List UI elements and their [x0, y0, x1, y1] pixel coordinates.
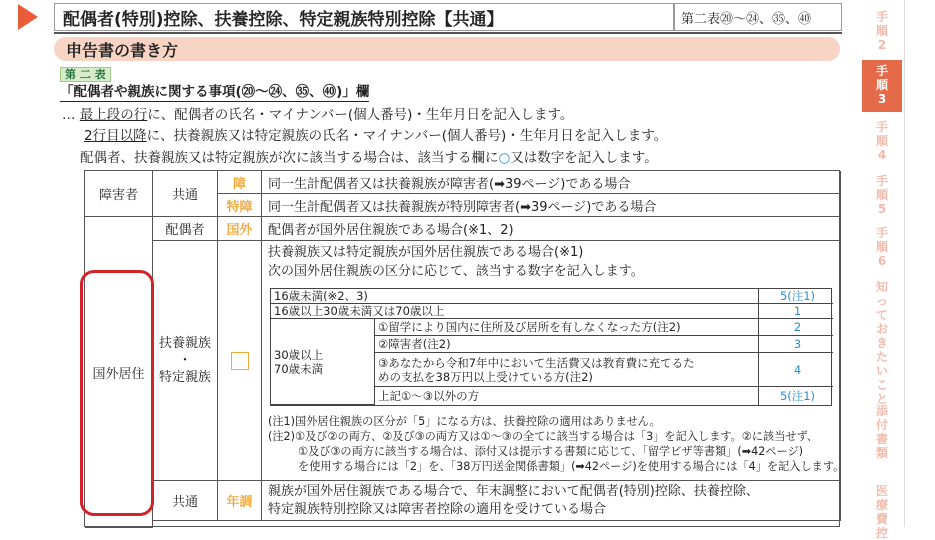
- side-tab-bar: [862, 0, 902, 540]
- side-tab-char: 添: [875, 404, 888, 418]
- residence-class-table: [270, 288, 832, 406]
- side-tab-char: お: [875, 322, 888, 336]
- sub-disabled-common: 共通: [153, 171, 218, 217]
- side-tab-char: 手: [875, 120, 888, 134]
- age-row-value: 5(注1): [779, 389, 816, 403]
- dependents-desc-line-2: 次の国外居住親族の区分に応じて、該当する数字を記入します。: [268, 264, 644, 279]
- intro-line-3: 配偶者、扶養親族又は特定親族が次に該当する場合は、該当する欄に○又は数字を記入します。: [80, 150, 658, 166]
- side-tab-char: 順: [875, 24, 888, 38]
- section-banner: [54, 37, 840, 61]
- side-tab-char: て: [875, 308, 888, 322]
- category-disabled: 障害者: [85, 171, 153, 217]
- side-tab-char: き: [875, 336, 888, 350]
- sub-abroad-spouse: 配偶者: [153, 217, 218, 241]
- dependents-desc-line-1: 扶養親族又は特定親族が国外居住親族である場合(※1): [268, 245, 584, 260]
- side-tab-char: 書: [875, 432, 888, 446]
- mark-year-end: 年調: [226, 495, 253, 510]
- form-reference: 第二表⑳〜㉔、㉟、㊵: [681, 11, 812, 27]
- form-badge: 第 二 表: [60, 67, 111, 82]
- class-row-value: 5(注1): [759, 289, 833, 304]
- mark-special-disabled-cell: [218, 194, 262, 217]
- sub-abroad-common: 共通: [153, 481, 218, 521]
- side-tab-char: い: [875, 364, 888, 378]
- side-divider: [904, 0, 905, 527]
- note-2-line-2: ①及び③の両方に該当する場合は、添付又は提示する書類に応じて、「留学ビザ等書類」(➡42ページ): [298, 445, 804, 458]
- note-2-line-3: を使用する場合には「2」を、「38万円送金関係書類」(➡42ページ)を使用する場合には「4」を記入します。: [298, 460, 845, 473]
- side-tab-char: っ: [875, 294, 888, 308]
- age-row-value: 4: [759, 353, 833, 387]
- class-row-label: 16歳未満(※2、3): [271, 289, 759, 304]
- sub-abroad-dependents: 扶養親族 ・ 特定親族: [153, 241, 218, 481]
- header-ref-box: [674, 3, 842, 31]
- side-tab[interactable]: [862, 480, 902, 540]
- side-tab-char: 費: [875, 512, 888, 526]
- age-group-cell: 30歳以上 70歳未満: [271, 319, 375, 405]
- desc-abroad-dependents: [262, 241, 845, 481]
- intro-line-1-underline: 最上段の行: [79, 107, 148, 123]
- side-tab-char: 順: [875, 134, 888, 148]
- header-title-box: [54, 3, 674, 31]
- note-2-line-1: (注2)①及び②の両方、②及び③の両方又は①〜③の全てに該当する場合は「3」を記入します。②に該当せず、: [268, 430, 819, 443]
- age-row-label: 上記①〜③以外の方: [375, 387, 759, 405]
- deduction-table: [84, 170, 845, 527]
- class-row-label: 16歳以上30歳未満又は70歳以上: [271, 304, 759, 319]
- highlight-oval: [80, 270, 154, 516]
- side-tab-char: 付: [875, 418, 888, 432]
- age-row-label: ②障害者(注2): [375, 336, 759, 353]
- age-row-label: ①留学により国内に住所及び居所を有しなくなった方(注2): [375, 319, 759, 336]
- category-abroad: 国外居住: [85, 217, 153, 528]
- side-tab[interactable]: [862, 276, 902, 406]
- mark-dependents-cell: [218, 241, 262, 481]
- desc-disabled: 同一生計配偶者又は扶養親族が障害者(➡39ページ)である場合: [262, 171, 841, 194]
- side-tab-char: 6: [877, 254, 887, 268]
- dependents-entry-box: [231, 352, 249, 370]
- side-tab-char: 5: [877, 202, 887, 216]
- mark-year-end-cell: [218, 481, 262, 521]
- side-tab-char: 手: [875, 64, 888, 78]
- side-tab-char: 手: [875, 226, 888, 240]
- header-arrow-icon: [18, 4, 38, 30]
- mark-special-disabled: 特障: [226, 199, 253, 215]
- side-tab-char: 4: [877, 148, 887, 162]
- mark-disabled: 障: [232, 176, 246, 192]
- section-title: 申告書の書き方: [66, 40, 179, 60]
- side-tab[interactable]: [862, 400, 902, 460]
- mark-abroad: 国外: [226, 223, 253, 238]
- side-tab[interactable]: [862, 6, 902, 56]
- side-tab-char: 知: [875, 280, 888, 294]
- side-tab-char: 手: [875, 10, 888, 24]
- side-tab-char: こ: [875, 378, 888, 392]
- side-tab-char: 療: [875, 498, 888, 512]
- age-row-label: ③あなたから令和7年中において生活費又は教育費に充てるた めの支払を38万円以上受けている方(注2): [375, 353, 759, 387]
- side-tab-char: 類: [875, 446, 888, 460]
- header-divider: [54, 32, 842, 34]
- side-tab-char: 手: [875, 174, 888, 188]
- field-title: 「配偶者や親族に関する事項(⑳〜㉔、㉟、㊵)」欄: [60, 84, 370, 100]
- intro-line-1: … 最上段の行に、配偶者の氏名・マイナンバー(個人番号)・生年月日を記入します。: [62, 107, 574, 123]
- side-tab[interactable]: [862, 222, 902, 272]
- age-row-value: 2: [759, 319, 833, 336]
- side-tab-char: 2: [877, 38, 887, 52]
- note-1: (注1)国外居住親族の区分が「5」になる方は、扶養控除の適用はありません。: [268, 415, 661, 428]
- age-row-value: 3: [759, 336, 833, 353]
- side-tab-char: 順: [875, 188, 888, 202]
- side-tab-char: 順: [875, 240, 888, 254]
- page-title: 配偶者(特別)控除、扶養控除、特定親族特別控除【共通】: [63, 9, 504, 30]
- desc-abroad-spouse: 配偶者が国外居住親族である場合(※1、2): [262, 217, 841, 241]
- side-tab-char: 控: [875, 526, 888, 540]
- side-tab-char: 順: [875, 78, 888, 92]
- desc-special-disabled: 同一生計配偶者又は扶養親族が特別障害者(➡39ページ)である場合: [262, 194, 841, 217]
- intro-line-2-underline: 2行目以降: [84, 128, 147, 144]
- intro-line-2: 2行目以降に、扶養親族又は特定親族の氏名・マイナンバー(個人番号)・生年月日を記入します。: [84, 128, 668, 144]
- side-tab[interactable]: [862, 170, 902, 218]
- class-row-value: 1: [759, 304, 833, 319]
- circle-mark-icon: ○: [498, 150, 511, 166]
- side-tab-char: 3: [877, 92, 887, 106]
- side-tab[interactable]: [862, 116, 902, 166]
- side-tab-char: 医: [875, 484, 888, 498]
- side-tab-char: た: [875, 350, 888, 364]
- desc-abroad-common: 親族が国外居住親族である場合で、年末調整において配偶者(特別)控除、扶養控除、 特定親族特別控除又は障害者控除の適用を受けている場合: [262, 481, 841, 521]
- mark-abroad-cell: [218, 217, 262, 241]
- mark-disabled-cell: [218, 171, 262, 194]
- side-tab-char: と: [875, 392, 888, 406]
- side-tab[interactable]: [862, 60, 902, 112]
